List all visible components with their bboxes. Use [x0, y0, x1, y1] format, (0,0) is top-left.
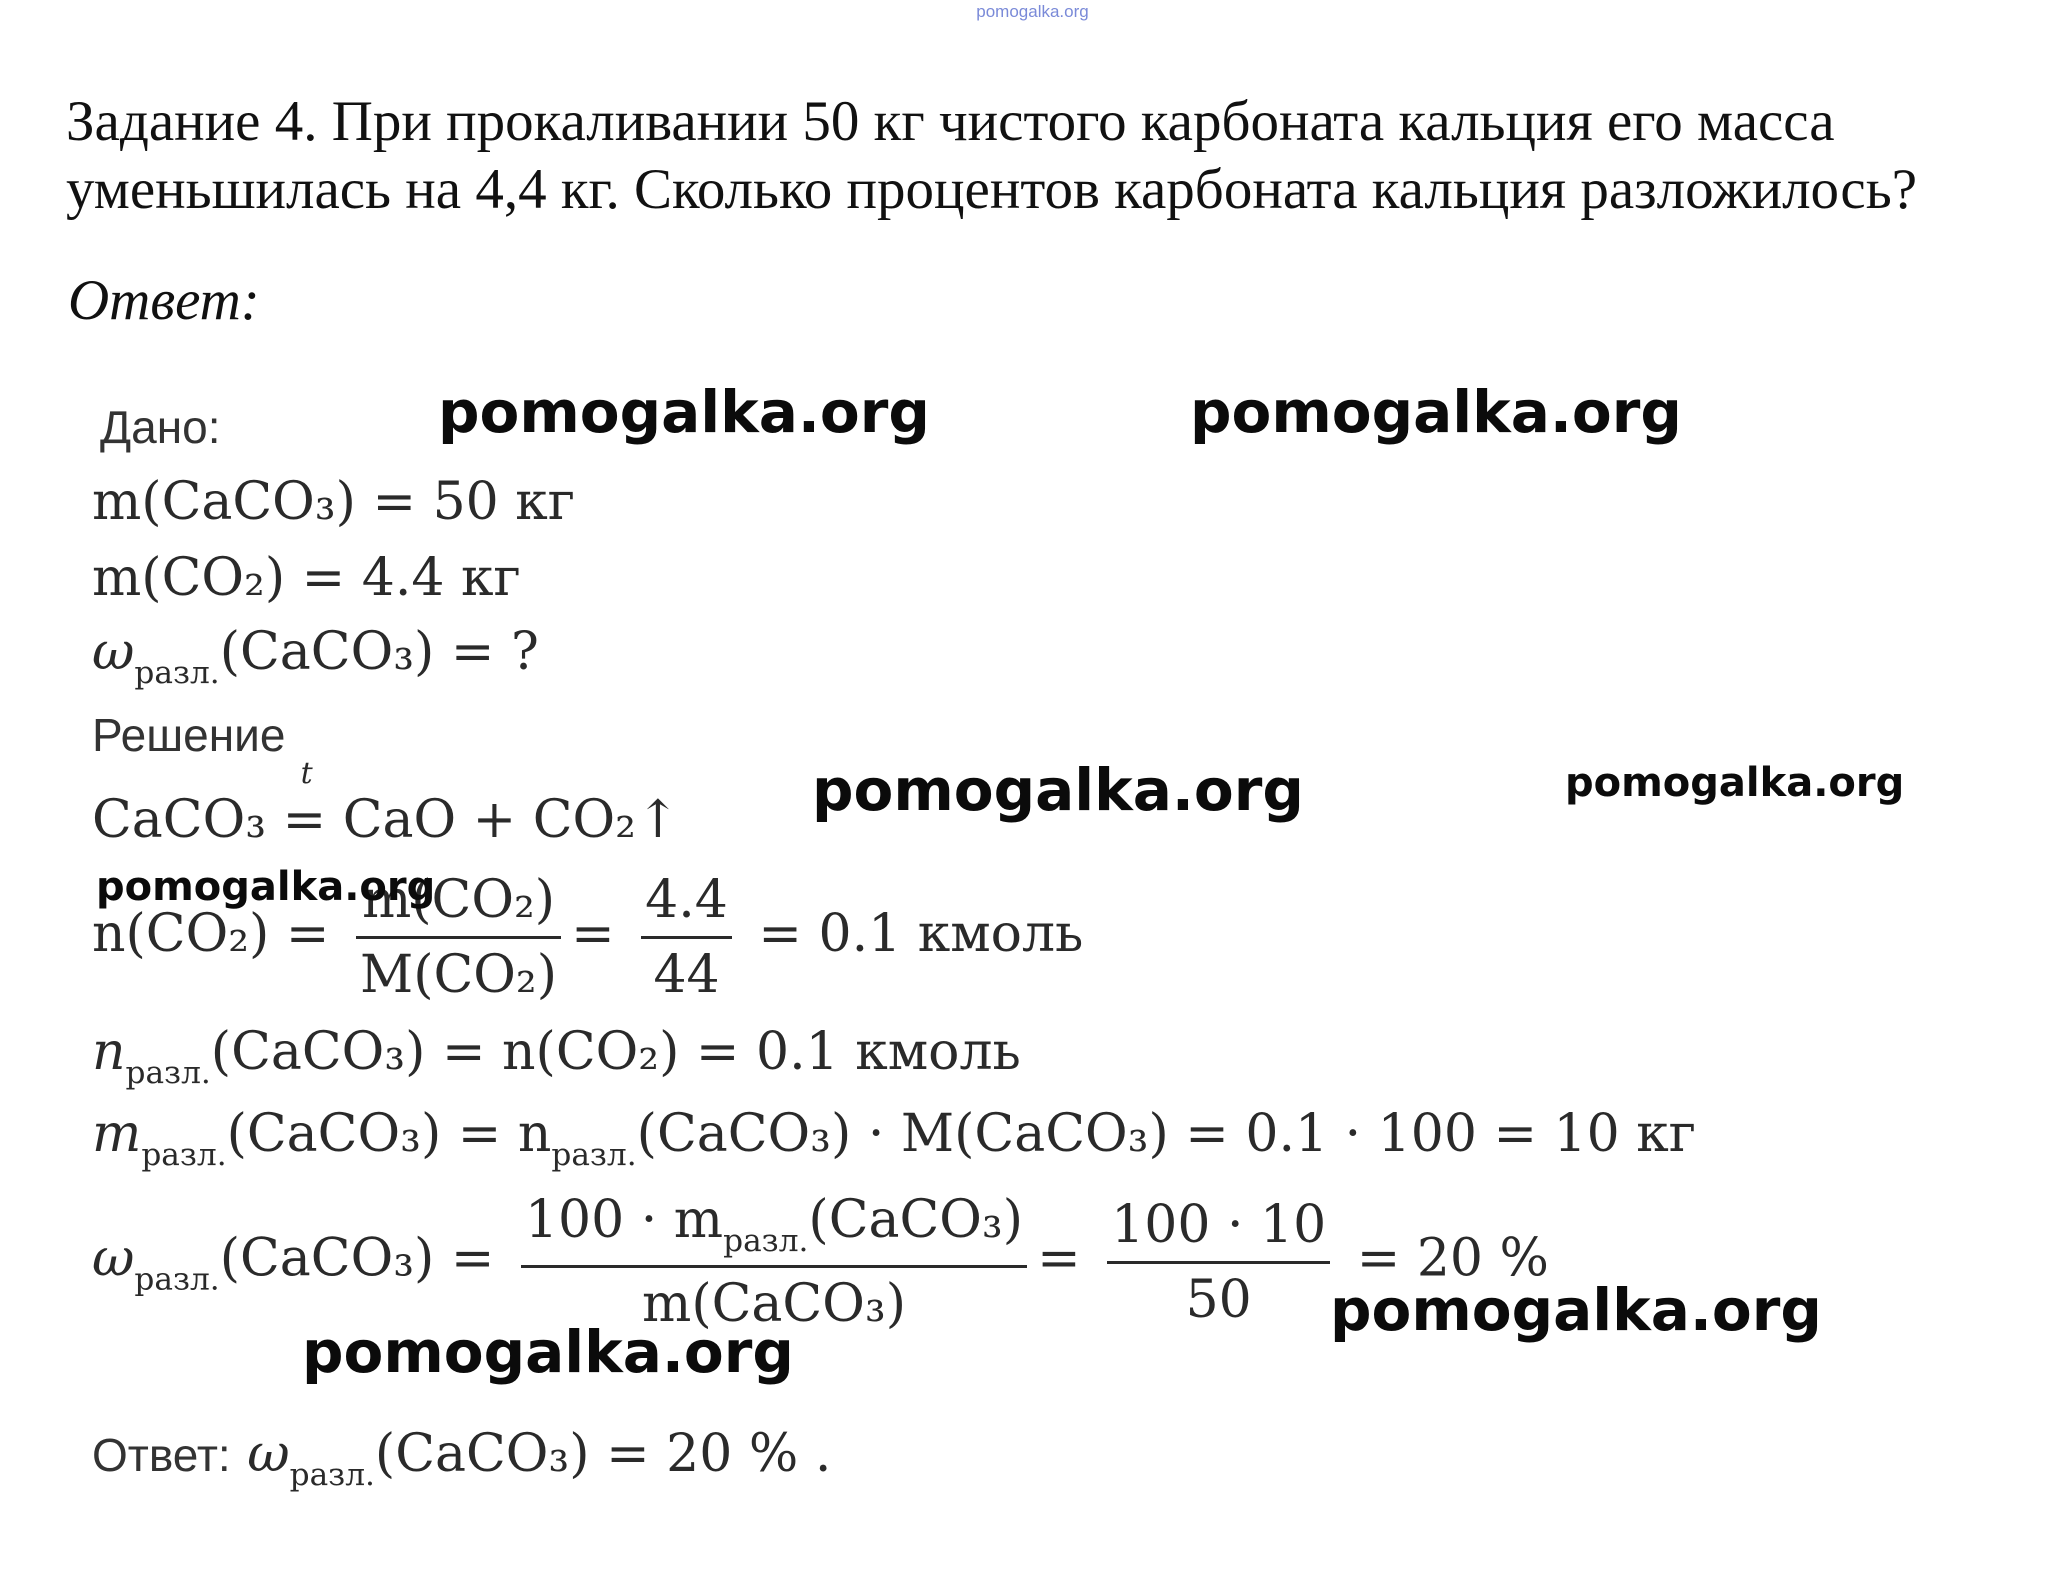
omega-fraction: $\frac{100 \cdot m_{разл.}(CaCO_3)}{\text{m(CaCO₃)}}$: [521, 1190, 1027, 1334]
watermark-5: pomogalka.org: [96, 864, 436, 910]
solution-label: Решение: [92, 709, 286, 761]
n-co2-equation: n(CO₂) = $\frac{\text{m(CO₂)}}{\text{M(CO₂)}}$ = $\frac{4.4}{44}$ = 0.1 кмоль: [92, 870, 1084, 1005]
n-co2-fraction: $\frac{\text{m(CO₂)}}{\text{M(CO₂)}}$: [356, 870, 561, 1005]
final-answer: Ответ: $\omega_{разл.}(CaCO_3) = 20$ % .: [92, 1424, 832, 1494]
given-omega-unknown: $\omega_{разл.}(CaCO_3)$ = ?: [92, 622, 539, 692]
reaction-products: CaO + CO₂↑: [342, 790, 680, 850]
top-watermark: pomogalka.org: [976, 2, 1089, 21]
n-co2-lhs: n(CO₂) =: [92, 904, 330, 964]
reaction-reactant: CaCO₃: [92, 790, 267, 850]
omega-value-fraction: $\frac{100 \cdot 10}{50}$: [1107, 1195, 1330, 1330]
n-co2-result: = 0.1 кмоль: [758, 904, 1084, 964]
watermark-2: pomogalka.org: [1190, 378, 1682, 446]
watermark-1: pomogalka.org: [438, 378, 930, 446]
watermark-3: pomogalka.org: [812, 756, 1304, 824]
given-label: Дано:: [100, 401, 221, 453]
unknown-mark: = ?: [450, 622, 539, 682]
reaction-equation: CaCO₃ t = CaO + CO₂↑: [92, 756, 680, 850]
n-co2-value-fraction: $\frac{4.4}{44}$: [641, 870, 732, 1005]
answer-heading: Ответ:: [68, 269, 260, 332]
watermark-6: pomogalka.org: [1330, 1276, 1822, 1344]
given-mass-caco3: m(CaCO₃) = 50 кг: [92, 472, 576, 532]
reaction-temperature-sign: t: [300, 756, 313, 791]
task-line-2: уменьшилась на 4,4 кг. Сколько процентов карбоната кальция разложилось?: [66, 158, 1918, 221]
watermark-4: pomogalka.org: [1565, 760, 1905, 806]
subscript-razl: разл.: [134, 655, 220, 692]
final-answer-expr: (CaCO₃) = 20 % .: [374, 1424, 832, 1484]
omega-result: = 20 %: [1356, 1228, 1549, 1289]
final-answer-label: Ответ:: [92, 1429, 231, 1481]
n-razl-equation: $n_{разл.}(CaCO_3) = n(CO_2) = 0.1$ кмоль: [92, 1022, 1021, 1092]
task-line-1: Задание 4. При прокаливании 50 кг чистого карбоната кальция его масса: [66, 90, 1835, 153]
m-razl-equation: $m_{разл.}(CaCO_3)$ = $n_{разл.}(CaCO_3)$ · M(CaCO₃) = 0.1 · 100 = 10 кг: [92, 1104, 1696, 1174]
omega-equation: $\omega_{разл.}(CaCO_3)$ = $\frac{100 \cdot m_{разл.}(CaCO_3)}{\text{m(CaCO₃)}}$ = $\frac{100 \cdot 10}{50}$ = 20 %: [92, 1190, 1549, 1335]
watermark-7: pomogalka.org: [302, 1318, 794, 1386]
task-statement: [66, 88, 1917, 224]
given-mass-co2: m(CO₂) = 4.4 кг: [92, 548, 521, 608]
